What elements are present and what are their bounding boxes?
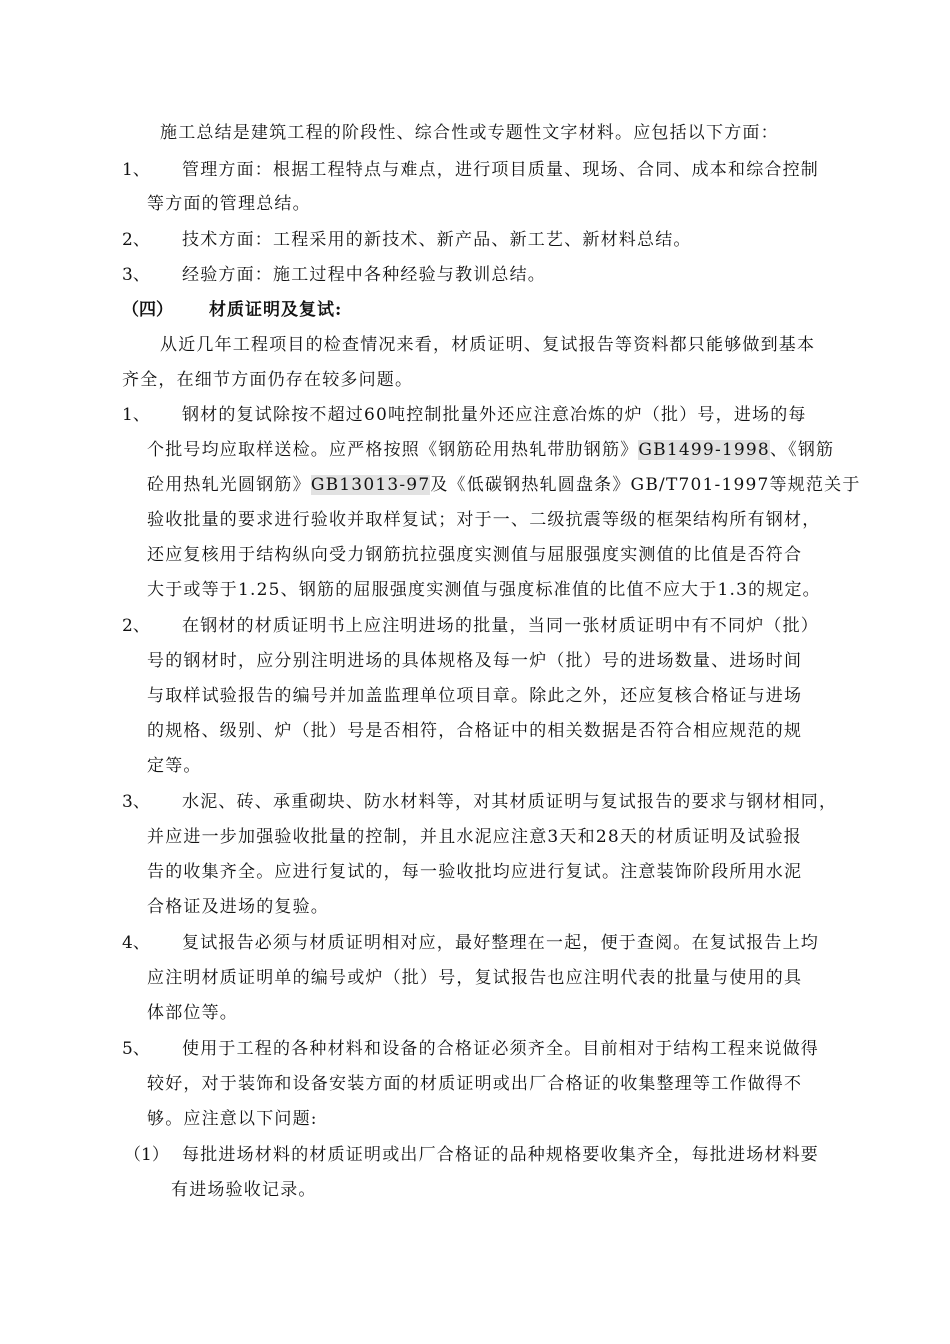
list-item-text: 管理方面：根据工程特点与难点，进行项目质量、现场、合同、成本和综合控制 — [182, 160, 819, 180]
list-item-text: 体部位等。 — [147, 1003, 238, 1023]
list-item-text: 钢材的复试除按不超过60吨控制批量外还应注意冶炼的炉（批）号，进场的每 — [182, 405, 807, 425]
list-item-text: 应注明材质证明单的编号或炉（批）号，复试报告也应注明代表的批量与使用的具 — [147, 968, 803, 988]
list-item-text: 合格证及进场的复验。 — [147, 897, 329, 917]
section-intro-paragraph: 从近几年工程项目的检查情况来看，材质证明、复试报告等资料都只能够做到基本 — [160, 335, 816, 355]
list-item-text — [147, 438, 834, 462]
list-item-text: 够。应注意以下问题: — [147, 1109, 318, 1129]
section-intro-paragraph: 齐全，在细节方面仍存在较多问题。 — [122, 370, 414, 390]
list-number: 1、 — [122, 160, 150, 180]
list-item-text: 在钢材的材质证明书上应注明进场的批量，当同一张材质证明中有不同炉（批） — [182, 616, 819, 636]
list-item-text: 大于或等于1.25、钢筋的屈服强度实测值与强度标准值的比值不应大于1.3的规定。 — [147, 580, 821, 600]
section-number: （四） — [122, 300, 173, 320]
list-item-text: 的规格、级别、炉（批）号是否相符，合格证中的相关数据是否符合相应规范的规 — [147, 721, 803, 741]
sub-list-item-text: 每批进场材料的材质证明或出厂合格证的品种规格要收集齐全，每批进场材料要 — [182, 1145, 819, 1165]
text-run: 个批号均应取样送检。应严格按照《钢筋砼用热轧带肋钢筋》 — [147, 440, 639, 460]
list-item-text: 水泥、砖、承重砌块、防水材料等，对其材质证明与复试报告的要求与钢材相同， — [182, 792, 838, 812]
list-item-text: 验收批量的要求进行验收并取样复试；对于一、二级抗震等级的框架结构所有钢材， — [147, 510, 821, 530]
text-run: 、《钢筋 — [769, 440, 835, 460]
list-item-text: 并应进一步加强验收批量的控制，并且水泥应注意3天和28天的材质证明及试验报 — [147, 827, 802, 847]
sub-list-number: （1） — [124, 1145, 169, 1165]
list-item-text: 告的收集齐全。应进行复试的，每一验收批均应进行复试。注意装饰阶段所用水泥 — [147, 862, 803, 882]
list-item-text: 定等。 — [147, 756, 202, 776]
text-run: 及《低碳钢热轧圆盘条》GB/T701-1997等规范关于 — [430, 475, 861, 495]
list-item-text: 还应复核用于结构纵向受力钢筋抗拉强度实测值与屈服强度实测值的比值是否符合 — [147, 545, 803, 565]
list-number: 4、 — [122, 933, 150, 953]
section-title: 材质证明及复试: — [209, 300, 343, 320]
list-number: 2、 — [122, 616, 150, 636]
list-item-text: 较好，对于装饰和设备安装方面的材质证明或出厂合格证的收集整理等工作做得不 — [147, 1074, 803, 1094]
standard-code-highlight: GB13013-97 — [310, 475, 431, 495]
intro-paragraph: 施工总结是建筑工程的阶段性、综合性或专题性文字材料。应包括以下方面： — [160, 123, 779, 143]
list-number: 3、 — [122, 792, 150, 812]
list-item-text: 技术方面：工程采用的新技术、新产品、新工艺、新材料总结。 — [182, 230, 692, 250]
sub-list-item-text: 有进场验收记录。 — [171, 1180, 317, 1200]
list-number: 3、 — [122, 265, 150, 285]
list-item-text: 经验方面：施工过程中各种经验与教训总结。 — [182, 265, 546, 285]
list-item-text: 使用于工程的各种材料和设备的合格证必须齐全。目前相对于结构工程来说做得 — [182, 1039, 819, 1059]
standard-code-highlight: GB1499-1998 — [638, 440, 770, 460]
list-number: 5、 — [122, 1039, 150, 1059]
list-number: 2、 — [122, 230, 150, 250]
text-run: 砼用热轧光圆钢筋》 — [147, 475, 311, 495]
list-item-text: 号的钢材时，应分别注明进场的具体规格及每一炉（批）号的进场数量、进场时间 — [147, 651, 803, 671]
list-number: 1、 — [122, 405, 150, 425]
list-item-text: 与取样试验报告的编号并加盖监理单位项目章。除此之外，还应复核合格证与进场 — [147, 686, 803, 706]
list-item-text: 等方面的管理总结。 — [147, 194, 311, 214]
list-item-text: 复试报告必须与材质证明相对应，最好整理在一起，便于查阅。在复试报告上均 — [182, 933, 819, 953]
list-item-text — [147, 473, 861, 497]
